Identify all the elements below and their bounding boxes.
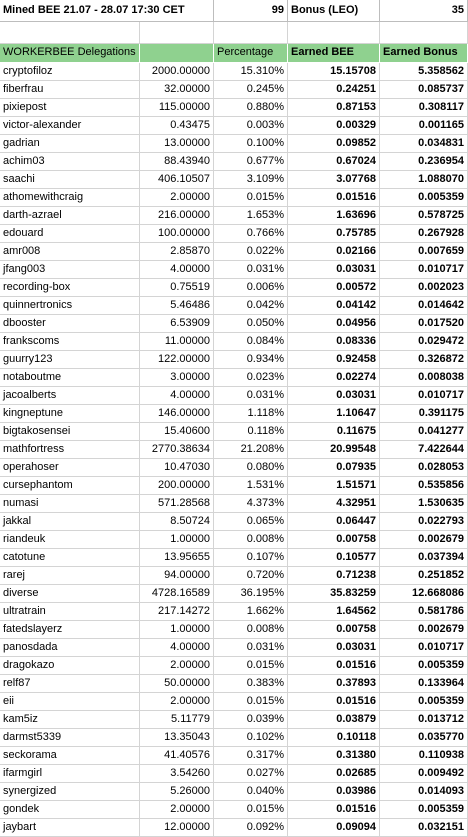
- table-row: [0, 333, 468, 351]
- cell-earned-bonus[interactable]: 0.236954: [380, 153, 468, 171]
- cell-user[interactable]: bigtakosensei: [0, 423, 140, 441]
- cell-amount[interactable]: 115.00000: [140, 99, 214, 117]
- cell-user[interactable]: edouard: [0, 225, 140, 243]
- cell-earned-bonus[interactable]: 1.530635: [380, 495, 468, 513]
- cell-earned-bonus[interactable]: 0.005359: [380, 801, 468, 819]
- summary-row: [0, 0, 468, 22]
- cell-user[interactable]: cursephantom: [0, 477, 140, 495]
- cell-earned-bee[interactable]: 1.51571: [288, 477, 380, 495]
- cell-percentage[interactable]: 0.008%: [214, 621, 288, 639]
- cell-user[interactable]: athomewithcraig: [0, 189, 140, 207]
- table-row: [0, 369, 468, 387]
- cell-earned-bee[interactable]: 3.07768: [288, 171, 380, 189]
- cell-earned-bonus[interactable]: 0.014093: [380, 783, 468, 801]
- cell-amount[interactable]: 2.00000: [140, 189, 214, 207]
- cell-percentage[interactable]: 0.031%: [214, 261, 288, 279]
- cell-percentage[interactable]: 0.102%: [214, 729, 288, 747]
- cell-user[interactable]: ultratrain: [0, 603, 140, 621]
- cell-earned-bonus[interactable]: 0.578725: [380, 207, 468, 225]
- cell-earned-bee[interactable]: 1.10647: [288, 405, 380, 423]
- table-row: [0, 153, 468, 171]
- cell-earned-bee[interactable]: 0.03031: [288, 387, 380, 405]
- cell-earned-bonus[interactable]: 7.422644: [380, 441, 468, 459]
- cell-percentage[interactable]: 0.245%: [214, 81, 288, 99]
- cell-earned-bee[interactable]: 0.01516: [288, 693, 380, 711]
- cell-user[interactable]: synergized: [0, 783, 140, 801]
- header-earned-bonus[interactable]: Earned Bonus: [380, 44, 468, 63]
- cell-percentage[interactable]: 0.880%: [214, 99, 288, 117]
- table-row: [0, 189, 468, 207]
- cell-amount[interactable]: 1.00000: [140, 531, 214, 549]
- cell-percentage[interactable]: 21.208%: [214, 441, 288, 459]
- cell-earned-bee[interactable]: 0.04142: [288, 297, 380, 315]
- cell-earned-bonus[interactable]: 0.581786: [380, 603, 468, 621]
- header-amount[interactable]: [140, 44, 214, 63]
- cell-percentage[interactable]: 1.531%: [214, 477, 288, 495]
- cell-earned-bonus[interactable]: 0.008038: [380, 369, 468, 387]
- cell-earned-bee[interactable]: 15.15708: [288, 63, 380, 81]
- cell-percentage[interactable]: 0.766%: [214, 225, 288, 243]
- cell-earned-bonus[interactable]: 0.035770: [380, 729, 468, 747]
- table-row: [0, 279, 468, 297]
- cell-earned-bonus[interactable]: 0.001165: [380, 117, 468, 135]
- bonus-label[interactable]: Bonus (LEO): [288, 0, 380, 22]
- cell-earned-bonus[interactable]: 0.110938: [380, 747, 468, 765]
- cell-earned-bonus[interactable]: 12.668086: [380, 585, 468, 603]
- table-row: [0, 513, 468, 531]
- table-row: [0, 747, 468, 765]
- cell-amount[interactable]: 0.43475: [140, 117, 214, 135]
- cell-earned-bee[interactable]: 0.10118: [288, 729, 380, 747]
- cell-percentage[interactable]: 15.310%: [214, 63, 288, 81]
- cell-user[interactable]: fiberfrau: [0, 81, 140, 99]
- table-row: [0, 819, 468, 837]
- cell-earned-bee[interactable]: 0.03986: [288, 783, 380, 801]
- cell-earned-bee[interactable]: 0.03031: [288, 261, 380, 279]
- cell-amount[interactable]: 12.00000: [140, 819, 214, 837]
- cell-percentage[interactable]: 0.317%: [214, 747, 288, 765]
- cell-earned-bonus[interactable]: 0.028053: [380, 459, 468, 477]
- cell-amount[interactable]: 13.95655: [140, 549, 214, 567]
- cell-earned-bee[interactable]: 0.03031: [288, 639, 380, 657]
- cell-user[interactable]: operahoser: [0, 459, 140, 477]
- cell-earned-bee[interactable]: 0.01516: [288, 801, 380, 819]
- cell-percentage[interactable]: 0.003%: [214, 117, 288, 135]
- cell-user[interactable]: pixiepost: [0, 99, 140, 117]
- cell-earned-bee[interactable]: 0.02685: [288, 765, 380, 783]
- cell-earned-bee[interactable]: 0.04956: [288, 315, 380, 333]
- cell-amount[interactable]: 122.00000: [140, 351, 214, 369]
- cell-user[interactable]: kam5iz: [0, 711, 140, 729]
- cell-percentage[interactable]: 0.039%: [214, 711, 288, 729]
- cell-amount[interactable]: 146.00000: [140, 405, 214, 423]
- cell-user[interactable]: numasi: [0, 495, 140, 513]
- table-row: [0, 351, 468, 369]
- cell-earned-bee[interactable]: 0.00329: [288, 117, 380, 135]
- table-row: [0, 729, 468, 747]
- cell-amount[interactable]: 50.00000: [140, 675, 214, 693]
- cell-amount[interactable]: 0.75519: [140, 279, 214, 297]
- cell-user[interactable]: kingneptune: [0, 405, 140, 423]
- cell-user[interactable]: guurry123: [0, 351, 140, 369]
- cell-amount[interactable]: 10.47030: [140, 459, 214, 477]
- cell-user[interactable]: darmst5339: [0, 729, 140, 747]
- cell-amount[interactable]: 216.00000: [140, 207, 214, 225]
- cell-earned-bonus[interactable]: 0.308117: [380, 99, 468, 117]
- table-body: [0, 63, 468, 837]
- cell-user[interactable]: amr008: [0, 243, 140, 261]
- cell-user[interactable]: darth-azrael: [0, 207, 140, 225]
- cell-earned-bonus[interactable]: 0.013712: [380, 711, 468, 729]
- cell-earned-bee[interactable]: 1.64562: [288, 603, 380, 621]
- table-row: [0, 549, 468, 567]
- cell-percentage[interactable]: 0.015%: [214, 801, 288, 819]
- cell-earned-bonus[interactable]: 0.014642: [380, 297, 468, 315]
- cell-user[interactable]: victor-alexander: [0, 117, 140, 135]
- cell-user[interactable]: jaybart: [0, 819, 140, 837]
- cell-amount[interactable]: 200.00000: [140, 477, 214, 495]
- cell-earned-bee[interactable]: 0.31380: [288, 747, 380, 765]
- cell-user[interactable]: achim03: [0, 153, 140, 171]
- cell-amount[interactable]: 217.14272: [140, 603, 214, 621]
- table-row: [0, 207, 468, 225]
- table-row: [0, 243, 468, 261]
- table-row: [0, 405, 468, 423]
- table-row: [0, 603, 468, 621]
- cell-percentage[interactable]: 0.042%: [214, 297, 288, 315]
- cell-earned-bonus[interactable]: 0.085737: [380, 81, 468, 99]
- cell-user[interactable]: rarej: [0, 567, 140, 585]
- cell-user[interactable]: recording-box: [0, 279, 140, 297]
- cell-user[interactable]: riandeuk: [0, 531, 140, 549]
- empty-cell[interactable]: [0, 22, 140, 44]
- table-row: [0, 423, 468, 441]
- cell-percentage[interactable]: 0.022%: [214, 243, 288, 261]
- cell-earned-bee[interactable]: 0.00758: [288, 531, 380, 549]
- mined-label[interactable]: Mined BEE 21.07 - 28.07 17:30 CET: [0, 0, 214, 22]
- cell-amount[interactable]: 2000.00000: [140, 63, 214, 81]
- cell-percentage[interactable]: 0.107%: [214, 549, 288, 567]
- cell-earned-bonus[interactable]: 0.005359: [380, 189, 468, 207]
- table-row: [0, 261, 468, 279]
- cell-earned-bee[interactable]: 0.09094: [288, 819, 380, 837]
- cell-user[interactable]: ifarmgirl: [0, 765, 140, 783]
- cell-earned-bonus[interactable]: 0.037394: [380, 549, 468, 567]
- header-delegations[interactable]: WORKERBEE Delegations: [0, 44, 140, 63]
- cell-amount[interactable]: 6.53909: [140, 315, 214, 333]
- cell-user[interactable]: gondek: [0, 801, 140, 819]
- cell-amount[interactable]: 4.00000: [140, 387, 214, 405]
- cell-earned-bee[interactable]: 35.83259: [288, 585, 380, 603]
- header-earned-bee[interactable]: Earned BEE: [288, 44, 380, 63]
- cell-percentage[interactable]: 4.373%: [214, 495, 288, 513]
- cell-earned-bee[interactable]: 0.10577: [288, 549, 380, 567]
- empty-cell[interactable]: [140, 22, 214, 44]
- cell-earned-bonus[interactable]: 0.005359: [380, 657, 468, 675]
- cell-earned-bonus[interactable]: 0.022793: [380, 513, 468, 531]
- table-row: [0, 765, 468, 783]
- cell-amount[interactable]: 2770.38634: [140, 441, 214, 459]
- cell-amount[interactable]: 4.00000: [140, 639, 214, 657]
- cell-user[interactable]: quinnertronics: [0, 297, 140, 315]
- cell-amount[interactable]: 5.11779: [140, 711, 214, 729]
- cell-percentage[interactable]: 36.195%: [214, 585, 288, 603]
- cell-earned-bonus[interactable]: 0.267928: [380, 225, 468, 243]
- empty-row: [0, 22, 468, 44]
- cell-earned-bonus[interactable]: 0.032151: [380, 819, 468, 837]
- cell-amount[interactable]: 406.10507: [140, 171, 214, 189]
- cell-earned-bonus[interactable]: 0.133964: [380, 675, 468, 693]
- cell-amount[interactable]: 3.54260: [140, 765, 214, 783]
- cell-user[interactable]: jfang003: [0, 261, 140, 279]
- cell-earned-bonus[interactable]: 0.029472: [380, 333, 468, 351]
- cell-earned-bee[interactable]: 0.07935: [288, 459, 380, 477]
- cell-percentage[interactable]: 0.100%: [214, 135, 288, 153]
- cell-earned-bonus[interactable]: 0.010717: [380, 261, 468, 279]
- cell-user[interactable]: mathfortress: [0, 441, 140, 459]
- table-row: [0, 585, 468, 603]
- cell-percentage[interactable]: 0.040%: [214, 783, 288, 801]
- cell-user[interactable]: gadrian: [0, 135, 140, 153]
- table-row: [0, 225, 468, 243]
- cell-user[interactable]: diverse: [0, 585, 140, 603]
- cell-earned-bee[interactable]: 0.06447: [288, 513, 380, 531]
- cell-percentage[interactable]: 0.092%: [214, 819, 288, 837]
- table-row: [0, 477, 468, 495]
- cell-earned-bee[interactable]: 0.03879: [288, 711, 380, 729]
- cell-earned-bonus[interactable]: 0.535856: [380, 477, 468, 495]
- cell-user[interactable]: cryptofiloz: [0, 63, 140, 81]
- table-row: [0, 693, 468, 711]
- cell-amount[interactable]: 2.00000: [140, 657, 214, 675]
- cell-percentage[interactable]: 0.050%: [214, 315, 288, 333]
- cell-earned-bee[interactable]: 0.01516: [288, 657, 380, 675]
- table-row: [0, 387, 468, 405]
- cell-user[interactable]: eii: [0, 693, 140, 711]
- cell-amount[interactable]: 1.00000: [140, 621, 214, 639]
- cell-earned-bonus[interactable]: 5.358562: [380, 63, 468, 81]
- table-row: [0, 711, 468, 729]
- table-row: [0, 567, 468, 585]
- table-row: [0, 441, 468, 459]
- cell-amount[interactable]: 13.35043: [140, 729, 214, 747]
- cell-earned-bee[interactable]: 0.37893: [288, 675, 380, 693]
- cell-percentage[interactable]: 0.015%: [214, 189, 288, 207]
- table-row: [0, 621, 468, 639]
- cell-earned-bonus[interactable]: 0.041277: [380, 423, 468, 441]
- cell-amount[interactable]: 2.85870: [140, 243, 214, 261]
- cell-percentage[interactable]: 3.109%: [214, 171, 288, 189]
- cell-user[interactable]: fatedslayerz: [0, 621, 140, 639]
- cell-percentage[interactable]: 0.027%: [214, 765, 288, 783]
- cell-user[interactable]: jacoalberts: [0, 387, 140, 405]
- cell-earned-bonus[interactable]: 0.391175: [380, 405, 468, 423]
- cell-percentage[interactable]: 0.677%: [214, 153, 288, 171]
- cell-earned-bee[interactable]: 0.02274: [288, 369, 380, 387]
- bonus-value[interactable]: 35: [380, 0, 468, 22]
- cell-percentage[interactable]: 0.080%: [214, 459, 288, 477]
- table-row: [0, 459, 468, 477]
- empty-cell[interactable]: [380, 22, 468, 44]
- table-row: [0, 495, 468, 513]
- cell-user[interactable]: frankscoms: [0, 333, 140, 351]
- cell-earned-bee[interactable]: 0.08336: [288, 333, 380, 351]
- cell-percentage[interactable]: 0.934%: [214, 351, 288, 369]
- cell-amount[interactable]: 2.00000: [140, 693, 214, 711]
- cell-amount[interactable]: 94.00000: [140, 567, 214, 585]
- table-row: [0, 117, 468, 135]
- cell-amount[interactable]: 88.43940: [140, 153, 214, 171]
- cell-earned-bee[interactable]: 0.00572: [288, 279, 380, 297]
- cell-earned-bonus[interactable]: 0.010717: [380, 639, 468, 657]
- cell-earned-bonus[interactable]: 0.002023: [380, 279, 468, 297]
- cell-earned-bee[interactable]: 0.00758: [288, 621, 380, 639]
- table-row: [0, 639, 468, 657]
- cell-earned-bonus[interactable]: 0.017520: [380, 315, 468, 333]
- cell-amount[interactable]: 2.00000: [140, 801, 214, 819]
- cell-earned-bee[interactable]: 1.63696: [288, 207, 380, 225]
- cell-earned-bonus[interactable]: 0.326872: [380, 351, 468, 369]
- cell-user[interactable]: dbooster: [0, 315, 140, 333]
- cell-amount[interactable]: 100.00000: [140, 225, 214, 243]
- cell-user[interactable]: seckorama: [0, 747, 140, 765]
- cell-amount[interactable]: 4.00000: [140, 261, 214, 279]
- cell-percentage[interactable]: 0.008%: [214, 531, 288, 549]
- cell-amount[interactable]: 571.28568: [140, 495, 214, 513]
- cell-percentage[interactable]: 0.023%: [214, 369, 288, 387]
- cell-percentage[interactable]: 0.383%: [214, 675, 288, 693]
- cell-earned-bonus[interactable]: 0.010717: [380, 387, 468, 405]
- cell-user[interactable]: jakkal: [0, 513, 140, 531]
- table-row: [0, 99, 468, 117]
- table-row: [0, 675, 468, 693]
- cell-percentage[interactable]: 0.006%: [214, 279, 288, 297]
- cell-amount[interactable]: 13.00000: [140, 135, 214, 153]
- cell-amount[interactable]: 5.26000: [140, 783, 214, 801]
- cell-earned-bonus[interactable]: 0.002679: [380, 621, 468, 639]
- cell-earned-bonus[interactable]: 0.034831: [380, 135, 468, 153]
- table-row: [0, 135, 468, 153]
- cell-earned-bonus[interactable]: 0.007659: [380, 243, 468, 261]
- table-row: [0, 171, 468, 189]
- cell-amount[interactable]: 4728.16589: [140, 585, 214, 603]
- cell-earned-bee[interactable]: 0.67024: [288, 153, 380, 171]
- table-row: [0, 315, 468, 333]
- cell-earned-bee[interactable]: 0.71238: [288, 567, 380, 585]
- cell-user[interactable]: relf87: [0, 675, 140, 693]
- table-row: [0, 297, 468, 315]
- cell-percentage[interactable]: 0.720%: [214, 567, 288, 585]
- mined-value[interactable]: 99: [214, 0, 288, 22]
- cell-percentage[interactable]: 1.662%: [214, 603, 288, 621]
- table-row: [0, 657, 468, 675]
- cell-user[interactable]: saachi: [0, 171, 140, 189]
- cell-earned-bonus[interactable]: 0.009492: [380, 765, 468, 783]
- cell-earned-bee[interactable]: 0.09852: [288, 135, 380, 153]
- cell-earned-bee[interactable]: 0.87153: [288, 99, 380, 117]
- cell-amount[interactable]: 15.40600: [140, 423, 214, 441]
- table-row: [0, 81, 468, 99]
- table-row: [0, 531, 468, 549]
- cell-earned-bee[interactable]: 0.02166: [288, 243, 380, 261]
- cell-amount[interactable]: 5.46486: [140, 297, 214, 315]
- cell-percentage[interactable]: 1.653%: [214, 207, 288, 225]
- cell-percentage[interactable]: 0.065%: [214, 513, 288, 531]
- cell-amount[interactable]: 3.00000: [140, 369, 214, 387]
- cell-percentage[interactable]: 0.084%: [214, 333, 288, 351]
- empty-cell[interactable]: [214, 22, 288, 44]
- cell-amount[interactable]: 11.00000: [140, 333, 214, 351]
- cell-earned-bee[interactable]: 0.01516: [288, 189, 380, 207]
- header-row: [0, 44, 468, 63]
- cell-amount[interactable]: 32.00000: [140, 81, 214, 99]
- cell-percentage[interactable]: 0.031%: [214, 639, 288, 657]
- cell-earned-bonus[interactable]: 1.088070: [380, 171, 468, 189]
- cell-percentage[interactable]: 0.118%: [214, 423, 288, 441]
- cell-user[interactable]: panosdada: [0, 639, 140, 657]
- cell-percentage[interactable]: 1.118%: [214, 405, 288, 423]
- cell-earned-bee[interactable]: 20.99548: [288, 441, 380, 459]
- cell-earned-bee[interactable]: 0.24251: [288, 81, 380, 99]
- cell-user[interactable]: catotune: [0, 549, 140, 567]
- table-row: [0, 801, 468, 819]
- empty-cell[interactable]: [288, 22, 380, 44]
- cell-earned-bee[interactable]: 0.11675: [288, 423, 380, 441]
- cell-amount[interactable]: 41.40576: [140, 747, 214, 765]
- table-row: [0, 783, 468, 801]
- cell-percentage[interactable]: 0.015%: [214, 657, 288, 675]
- cell-earned-bonus[interactable]: 0.002679: [380, 531, 468, 549]
- table-row: [0, 63, 468, 81]
- cell-earned-bonus[interactable]: 0.005359: [380, 693, 468, 711]
- cell-user[interactable]: notaboutme: [0, 369, 140, 387]
- cell-amount[interactable]: 8.50724: [140, 513, 214, 531]
- cell-earned-bee[interactable]: 0.92458: [288, 351, 380, 369]
- cell-earned-bonus[interactable]: 0.251852: [380, 567, 468, 585]
- cell-earned-bee[interactable]: 0.75785: [288, 225, 380, 243]
- cell-percentage[interactable]: 0.015%: [214, 693, 288, 711]
- cell-percentage[interactable]: 0.031%: [214, 387, 288, 405]
- header-percentage[interactable]: Percentage: [214, 44, 288, 63]
- cell-user[interactable]: dragokazo: [0, 657, 140, 675]
- cell-earned-bee[interactable]: 4.32951: [288, 495, 380, 513]
